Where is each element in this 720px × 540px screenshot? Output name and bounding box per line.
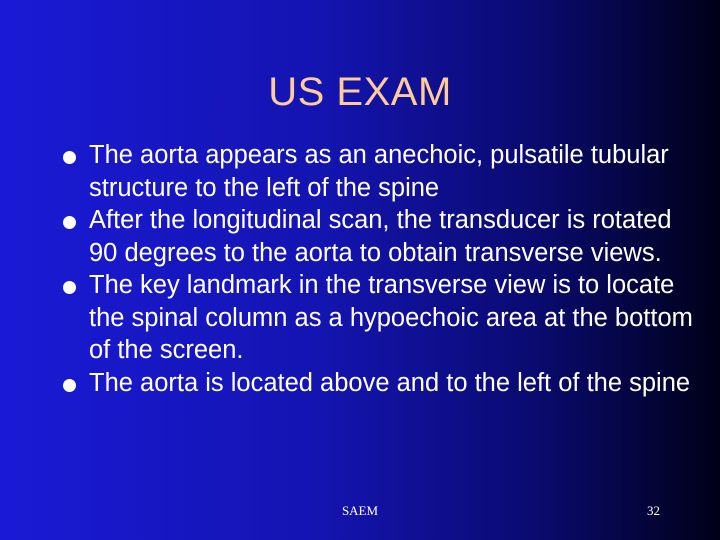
bullet-dot-icon	[63, 281, 76, 294]
bullet-dot-icon	[63, 216, 76, 229]
bullet-text: The aorta appears as an anechoic, pulsatile tubular structure to the left of the spine	[89, 141, 669, 202]
bullet-text: The aorta is located above and to the left of the spine	[89, 368, 691, 397]
bullet-dot-icon	[63, 379, 76, 392]
bullet-list	[63, 139, 703, 399]
bullet-text: The key landmark in the transverse view is to locate the spinal column as a hypoechoic area at the bottom of the screen.	[89, 271, 693, 364]
bullet-item	[63, 269, 703, 367]
page-number: 32	[647, 503, 660, 518]
footer-label: SAEM	[341, 503, 379, 518]
bullet-item	[63, 204, 703, 269]
slide-title: US EXAM	[268, 70, 452, 114]
bullet-dot-icon	[63, 151, 76, 164]
bullet-text: After the longitudinal scan, the transducer is rotated 90 degrees to the aorta to obtain transverse views.	[89, 206, 672, 267]
bullet-item	[63, 367, 703, 400]
bullet-item	[63, 139, 703, 204]
